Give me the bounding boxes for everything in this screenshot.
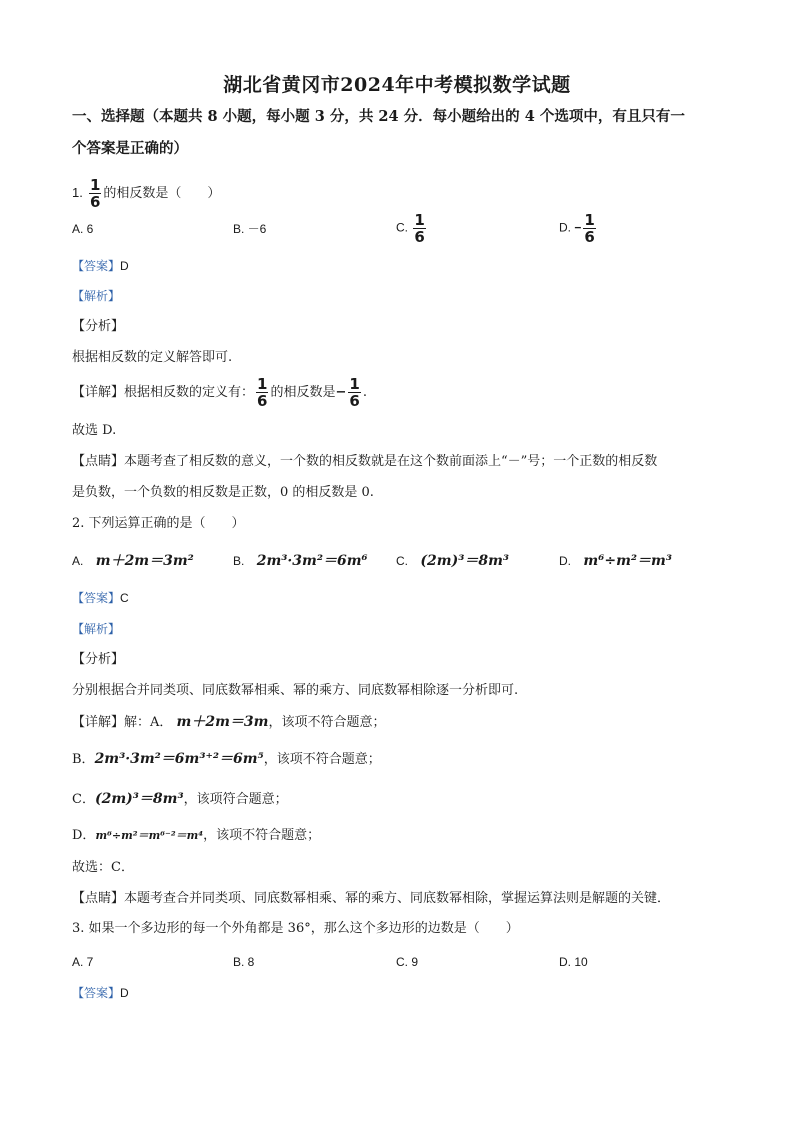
answer-label: 【答案】 [72, 259, 121, 273]
question-3-stem: 3. 如果一个多边形的每一个外角都是 36°，那么这个多边形的边数是（ ） [72, 921, 519, 936]
option-c: C. (2m)³＝8m³ [396, 553, 510, 569]
q1-answer [72, 256, 129, 276]
option-b: B. 2m³·3m²＝6m⁶ [233, 553, 368, 569]
q2-xiangjie-c: C．(2m)³＝8m³，该项符合题意； [72, 791, 288, 807]
q1-jiexi-label: 【解析】 [72, 289, 121, 303]
answer-label: 【答案】 [72, 986, 121, 1000]
option-a: A. 6 [72, 222, 94, 236]
fraction: $\frac{1}{6}$ [414, 211, 425, 246]
option-d: D. − $\frac{1}{6}$ [559, 211, 595, 246]
option-c: C. $\frac{1}{6}$ [396, 211, 425, 246]
option-c: C. 9 [396, 955, 419, 969]
q1-xiangjie: 【详解】根据相反数的定义有： $\frac{1}{6}$ 的相反数是− $\frac{1}{6}$ . [72, 375, 367, 410]
q2-dianjing: 【点睛】本题考查合并同类项、同底数幂相乘、幂的乘方、同底数幂相除，掌握运算法则是解题的关键． [72, 891, 671, 906]
answer-value: D [120, 986, 129, 1000]
q1-conclusion: 故选 D. [72, 423, 117, 438]
option-a: A. m＋2m＝3m² [72, 553, 194, 569]
section-header-line1: 一、选择题（本题共 8 小题，每小题 3 分，共 24 分．每小题给出的 4 个选项中，有且只有一 [72, 108, 685, 125]
q1-fenxi-label: 【分析】 [72, 319, 125, 334]
question-number: 1. [72, 185, 83, 200]
q2-xiangjie-a: 【详解】解：A． m＋2m＝3m，该项不符合题意； [72, 714, 386, 730]
question-1-text: 的相反数是（ ） [103, 186, 221, 201]
q1-dianjing-line1: 【点睛】本题考查了相反数的意义，一个数的相反数就是在这个数前面添上“－”号；一个正数的相反数 [72, 454, 658, 469]
option-d: D. 10 [559, 955, 588, 969]
question-1-stem [72, 177, 220, 210]
option-d: D. m⁶÷m²＝m³ [559, 553, 672, 569]
fraction: $\frac{1}{6}$ [349, 375, 360, 410]
q2-xiangjie-b: B．2m³·3m²＝6m³⁺²＝6m⁵，该项不符合题意； [72, 751, 381, 767]
q2-conclusion: 故选：C． [72, 860, 134, 875]
section-header-line2: 个答案是正确的） [72, 140, 188, 157]
q1-dianjing-line2: 是负数，一个负数的相反数是正数，0 的相反数是 0. [72, 485, 374, 500]
answer-value: C [120, 591, 129, 605]
answer-label: 【答案】 [72, 591, 121, 605]
q3-answer [72, 983, 129, 1003]
option-b: B. 8 [233, 955, 255, 969]
q2-fenxi-label: 【分析】 [72, 652, 125, 667]
fraction: $\frac{1}{6}$ [89, 176, 101, 211]
option-a: A. 7 [72, 955, 94, 969]
answer-value: D [120, 259, 129, 273]
q2-fenxi-text: 分别根据合并同类项、同底数幂相乘、幂的乘方、同底数幂相除逐一分析即可. [72, 683, 519, 698]
question-2-stem: 2. 下列运算正确的是（ ） [72, 516, 245, 531]
q2-answer [72, 588, 129, 608]
fraction: $\frac{1}{6}$ [584, 211, 595, 246]
q2-xiangjie-d: D．m⁶÷m²＝m⁶⁻²＝m⁴，该项不符合题意； [72, 828, 321, 843]
q2-jiexi-label: 【解析】 [72, 622, 121, 636]
fraction: $\frac{1}{6}$ [257, 375, 268, 410]
q1-fenxi-text: 根据相反数的定义解答即可. [72, 350, 233, 365]
option-b: B. －6 [233, 222, 267, 236]
page-title: 湖北省黄冈市2024年中考模拟数学试题 [223, 74, 571, 96]
